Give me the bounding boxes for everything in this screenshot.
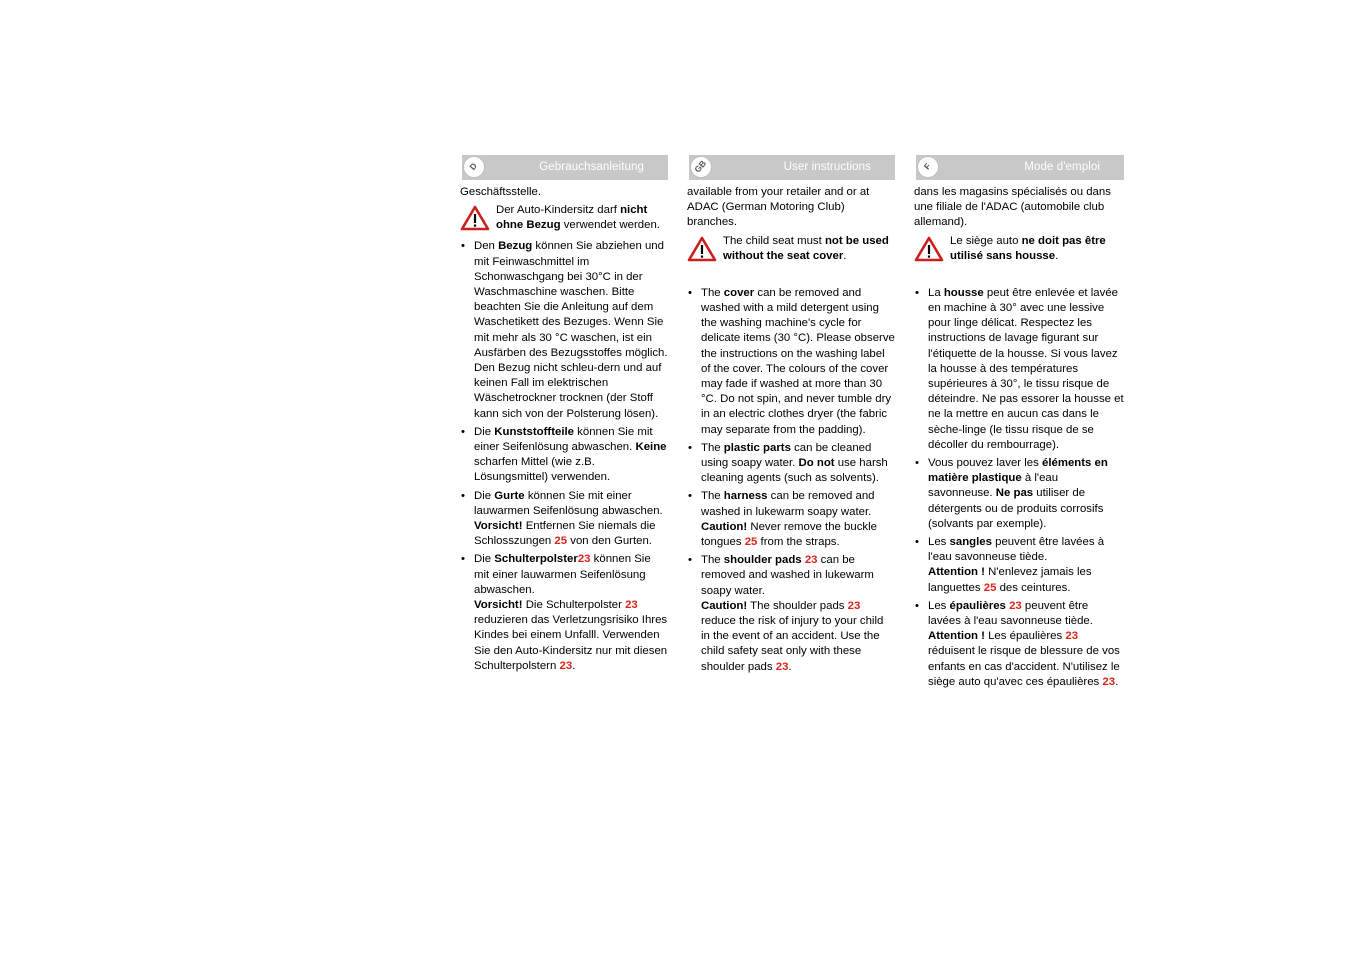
intro-text: Geschäftsstelle. [460, 186, 542, 198]
warning-triangle-icon [687, 234, 723, 267]
warning-block [687, 234, 895, 267]
reference-number: 25 [983, 581, 997, 594]
intro-text: dans les magasins spécialisés ou dans une filiale de l'ADAC (automobile club allemand). [914, 186, 1111, 229]
instruction-list [460, 239, 668, 674]
section-header [916, 155, 1124, 180]
language-badge-icon: D [463, 156, 485, 178]
section-title: Mode d'emploi [1024, 161, 1100, 173]
column-french [914, 155, 1124, 693]
section-title: Gebrauchsanleitung [539, 161, 644, 173]
reference-number: 25 [554, 535, 568, 548]
language-badge-icon: GB [690, 156, 712, 178]
list-item: • Die Kunststoffteile können Sie mit einer Seifenlösung abwaschen. Keine scharfen Mittel (wie z.B. Lösungsmittel) verwenden. [460, 425, 668, 486]
column-german [460, 155, 668, 677]
list-item: • The shoulder pads 23 can be removed and washed in lukewarm soapy water. Caution! The shoulder pads 23 reduce the risk of injury to your child in the event of an accident. Use the child safety seat only with these shoulder pads 23. [687, 553, 895, 675]
reference-number: 23 [1065, 630, 1079, 643]
list-item: • The harness can be removed and washed in lukewarm soapy water. Caution! Never remove the buckle tongues 25 from the straps. [687, 489, 895, 550]
section-title: User instructions [783, 161, 871, 173]
warning-triangle-icon [460, 203, 496, 236]
section-header [689, 155, 895, 180]
reference-number: 23 [559, 659, 573, 672]
warning-block [914, 234, 1124, 267]
warning-text: Der Auto-Kindersitz darf nicht ohne Bezug verwendet werden. [496, 204, 660, 232]
list-item: • Den Bezug können Sie abziehen und mit Feinwaschmittel im Schonwaschgang bei 30°C in der Waschmaschine waschen. Bitte beachten Sie die Anleitung auf dem Waschetikett des Bezuges. Wenn Sie mit mehr als 30 °C waschen, ist ein Ausfärben des Bezugsstoffes möglich. Den Bezug nicht schleu-dern und auf keinen Fall im elektrischen Wäschetrockner trocknen (der Stoff kann sich von der Polsterung lösen). [460, 239, 668, 421]
list-item: • Les épaulières 23 peuvent être lavées à l'eau savonneuse tiède. Attention ! Les épaulières 23 réduisent le risque de blessure de vos enfants en cas d'accident. N'utilisez le siège auto qu'avec ces épaulières 23. [914, 599, 1124, 690]
reference-number: 23 [577, 553, 591, 566]
reference-number: 25 [744, 536, 758, 549]
reference-number: 23 [1102, 675, 1116, 688]
warning-text: The child seat must not be used without the seat cover. [723, 234, 889, 262]
intro-text: available from your retailer and or at ADAC (German Motoring Club) branches. [687, 186, 870, 229]
reference-number: 23 [775, 660, 789, 673]
list-item: • La housse peut être enlevée et lavée en machine à 30° avec une lessive pour linge délicat. Respectez les instructions de lavage figurant sur l'étiquette de la housse. Si vous lavez la housse à des températures supérieures à 30°, le tissu risque de déteindre. Ne pas essorer la housse et ne la mettre en aucun cas dans le sèche-linge (le tissu risque de se décoller du rembourrage). [914, 286, 1124, 453]
instruction-list [687, 286, 895, 675]
instruction-list [914, 286, 1124, 690]
list-item: • Die Gurte können Sie mit einer lauwarmen Seifenlösung abwaschen. Vorsicht! Entfernen Sie niemals die Schlosszungen 25 von den Gurten. [460, 489, 668, 550]
reference-number: 23 [804, 554, 818, 567]
list-item: • The plastic parts can be cleaned using soapy water. Do not use harsh cleaning agents (such as solvents). [687, 441, 895, 487]
list-item: • The cover can be removed and washed with a mild detergent using the washing machine's cycle for delicate items (30 °C). Please observe the instructions on the washing label of the cover. The colours of the cover may fade if washed at more than 30 °C. Do not spin, and never tumble dry in an electric clothes dryer (the fabric may separate from the padding). [687, 286, 895, 438]
list-item: • Die Schulterpolster23 können Sie mit einer lauwarmen Seifenlösung abwaschen. Vorsicht! Die Schulterpolster 23 reduzieren das Verletzungsrisiko Ihres Kindes bei einem Unfalll. Verwenden Sie den Auto-Kindersitz nur mit diesen Schulterpolstern 23. [460, 552, 668, 674]
reference-number: 23 [1009, 599, 1022, 612]
list-item: • Vous pouvez laver les éléments en matière plastique à l'eau savonneuse. Ne pas utiliser de détergents ou de produits corrosifs (solvants par exemple). [914, 456, 1124, 532]
reference-number: 23 [625, 599, 638, 612]
warning-text: Le siège auto ne doit pas être utilisé sans housse. [950, 234, 1106, 262]
reference-number: 23 [847, 599, 861, 612]
warning-triangle-icon [914, 234, 950, 267]
column-english [687, 155, 895, 678]
language-badge-icon: F [917, 156, 939, 178]
list-item: • Les sangles peuvent être lavées à l'eau savonneuse tiède. Attention ! N'enlevez jamais les languettes 25 des ceintures. [914, 535, 1124, 596]
section-header [462, 155, 668, 180]
warning-block [460, 203, 668, 236]
